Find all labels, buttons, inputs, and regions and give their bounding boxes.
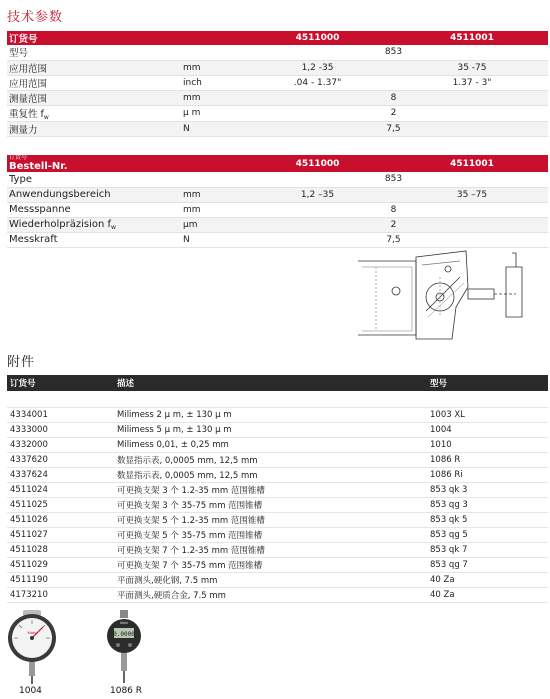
spec-unit: N — [169, 121, 239, 136]
cell-desc: 可更换支架 3 个 35-75 mm 范围锥槽 — [114, 497, 427, 512]
cell-desc: Milimess 5 µ m, ± 130 µ m — [114, 422, 427, 437]
spec-unit: inch — [169, 75, 239, 90]
spec-label: 测量范围 — [7, 90, 169, 105]
cell-desc: 可更换支架 7 个 1.2-35 mm 范围锥槽 — [114, 542, 427, 557]
cell-type: 853 qg 3 — [427, 497, 548, 512]
spec-label: 测量力 — [7, 121, 169, 136]
lcd-readout: 0.0000 — [113, 631, 135, 638]
spec-value: 7,5 — [239, 121, 548, 136]
table-spacer — [7, 391, 548, 407]
table-row — [7, 437, 548, 452]
order-no-label: 订货号 Bestell-Nr. — [7, 155, 169, 172]
cell-desc: 可更换支架 5 个 1.2-35 mm 范围锥槽 — [114, 512, 427, 527]
accessories-heading: 附件 — [7, 355, 36, 370]
dial-indicator-image — [5, 610, 60, 686]
spec-table-de — [7, 155, 548, 248]
spec-label: Type — [7, 172, 169, 187]
cell-order: 4511025 — [7, 497, 114, 512]
cell-order: 4511026 — [7, 512, 114, 527]
order-no-col1: 4511000 — [239, 155, 396, 172]
product-label-1004: 1004 — [19, 686, 42, 696]
spec-label: 重复性 $f_w$ — [7, 105, 169, 121]
spec-value: 35 –75 — [396, 187, 548, 202]
col-type: 型号 — [427, 375, 548, 391]
spec-row — [7, 187, 548, 202]
spec-row — [7, 202, 548, 217]
cell-order: 4173210 — [7, 587, 114, 602]
cell-desc: 数显指示表, 0,0005 mm, 12,5 mm — [114, 467, 427, 482]
accessories-table — [7, 375, 548, 603]
spec-table-header — [7, 155, 548, 172]
product-label-1086r: 1086 R — [110, 686, 143, 696]
spec-value: 1,2 –35 — [239, 187, 396, 202]
cell-order: 4511024 — [7, 482, 114, 497]
spec-label: Wiederholpräzision $f_w$ — [7, 217, 169, 232]
accessories-header — [7, 375, 548, 391]
accessories-body — [7, 407, 548, 602]
col-order: 订货号 — [7, 375, 114, 391]
order-no-col1: 4511000 — [239, 31, 396, 45]
spec-value: 2 — [239, 105, 548, 121]
spec-table-cn — [7, 31, 548, 137]
spec-value: 35 -75 — [396, 60, 548, 75]
cell-order: 4511028 — [7, 542, 114, 557]
cell-type: 853 qk 3 — [427, 482, 548, 497]
cell-type: 40 Za — [427, 587, 548, 602]
spec-row — [7, 121, 548, 136]
spec-label: 应用范围 — [7, 75, 169, 90]
cell-type: 853 qg 7 — [427, 557, 548, 572]
cell-desc: 可更换支架 5 个 35-75 mm 范围锥槽 — [114, 527, 427, 542]
order-no-col2: 4511001 — [396, 155, 548, 172]
spec-row — [7, 75, 548, 90]
cell-order: 4511190 — [7, 572, 114, 587]
spec-value: 853 — [239, 172, 548, 187]
spec-value: 853 — [239, 45, 548, 60]
brand-logo: Mahr — [27, 630, 37, 635]
col-desc: 描述 — [114, 375, 427, 391]
cell-type: 853 qk 7 — [427, 542, 548, 557]
spec-value: 7,5 — [239, 232, 548, 247]
spec-unit: mm — [169, 202, 239, 217]
table-row — [7, 452, 548, 467]
cell-order: 4333000 — [7, 422, 114, 437]
spec-row — [7, 45, 548, 60]
brand-logo: Mahr — [120, 621, 128, 625]
technical-drawing — [356, 247, 536, 343]
cell-type: 1086 Ri — [427, 467, 548, 482]
spec-label: Anwendungsbereich — [7, 187, 169, 202]
spec-value: 8 — [239, 90, 548, 105]
cell-desc: Milimess 0,01, ± 0,25 mm — [114, 437, 427, 452]
cell-desc: Milimess 2 µ m, ± 130 µ m — [114, 407, 427, 422]
cell-order: 4511027 — [7, 527, 114, 542]
spec-table-header — [7, 31, 548, 45]
cell-order: 4337620 — [7, 452, 114, 467]
cell-type: 1010 — [427, 437, 548, 452]
spec-label: 应用范围 — [7, 60, 169, 75]
order-no-col2: 4511001 — [396, 31, 548, 45]
spec-label: Messspanne — [7, 202, 169, 217]
cell-order: 4511029 — [7, 557, 114, 572]
spec-value: 1.37 - 3" — [396, 75, 548, 90]
spec-value: .04 - 1.37" — [239, 75, 396, 90]
spec-value: 8 — [239, 202, 548, 217]
cell-type: 1003 XL — [427, 407, 548, 422]
spec-unit: µ m — [169, 105, 239, 121]
table-row — [7, 467, 548, 482]
table-row — [7, 542, 548, 557]
table-row — [7, 407, 548, 422]
spec-row — [7, 105, 548, 121]
table-row — [7, 572, 548, 587]
table-row — [7, 587, 548, 602]
spec-row — [7, 90, 548, 105]
table-row — [7, 527, 548, 542]
digital-indicator-image — [106, 610, 142, 686]
spec-value: 2 — [239, 217, 548, 232]
cell-desc: 平面测头,硬质合金, 7.5 mm — [114, 587, 427, 602]
spec-row — [7, 60, 548, 75]
cell-type: 1004 — [427, 422, 548, 437]
spec-label: 型号 — [7, 45, 169, 60]
cell-type: 853 qg 5 — [427, 527, 548, 542]
cell-desc: 数显指示表, 0,0005 mm, 12,5 mm — [114, 452, 427, 467]
table-row — [7, 422, 548, 437]
cell-order: 4334001 — [7, 407, 114, 422]
spec-label: Messkraft — [7, 232, 169, 247]
table-row — [7, 512, 548, 527]
spec-row — [7, 217, 548, 232]
cell-desc: 可更换支架 3 个 1.2-35 mm 范围锥槽 — [114, 482, 427, 497]
cell-type: 40 Za — [427, 572, 548, 587]
cell-type: 1086 R — [427, 452, 548, 467]
table-row — [7, 497, 548, 512]
order-no-label: 订货号 — [7, 31, 169, 45]
spec-value: 1,2 -35 — [239, 60, 396, 75]
spec-unit: µm — [169, 217, 239, 232]
cell-desc: 平面测头,硬化钢, 7.5 mm — [114, 572, 427, 587]
cell-desc: 可更换支架 7 个 35-75 mm 范围锥槽 — [114, 557, 427, 572]
spec-row — [7, 232, 548, 247]
table-row — [7, 482, 548, 497]
cell-type: 853 qk 5 — [427, 512, 548, 527]
table-row — [7, 557, 548, 572]
cell-order: 4337624 — [7, 467, 114, 482]
spec-unit: N — [169, 232, 239, 247]
spec-row — [7, 172, 548, 187]
spec-unit: mm — [169, 60, 239, 75]
cell-order: 4332000 — [7, 437, 114, 452]
spec-unit: mm — [169, 187, 239, 202]
spec-unit: mm — [169, 90, 239, 105]
specs-heading: 技术参数 — [7, 10, 64, 25]
